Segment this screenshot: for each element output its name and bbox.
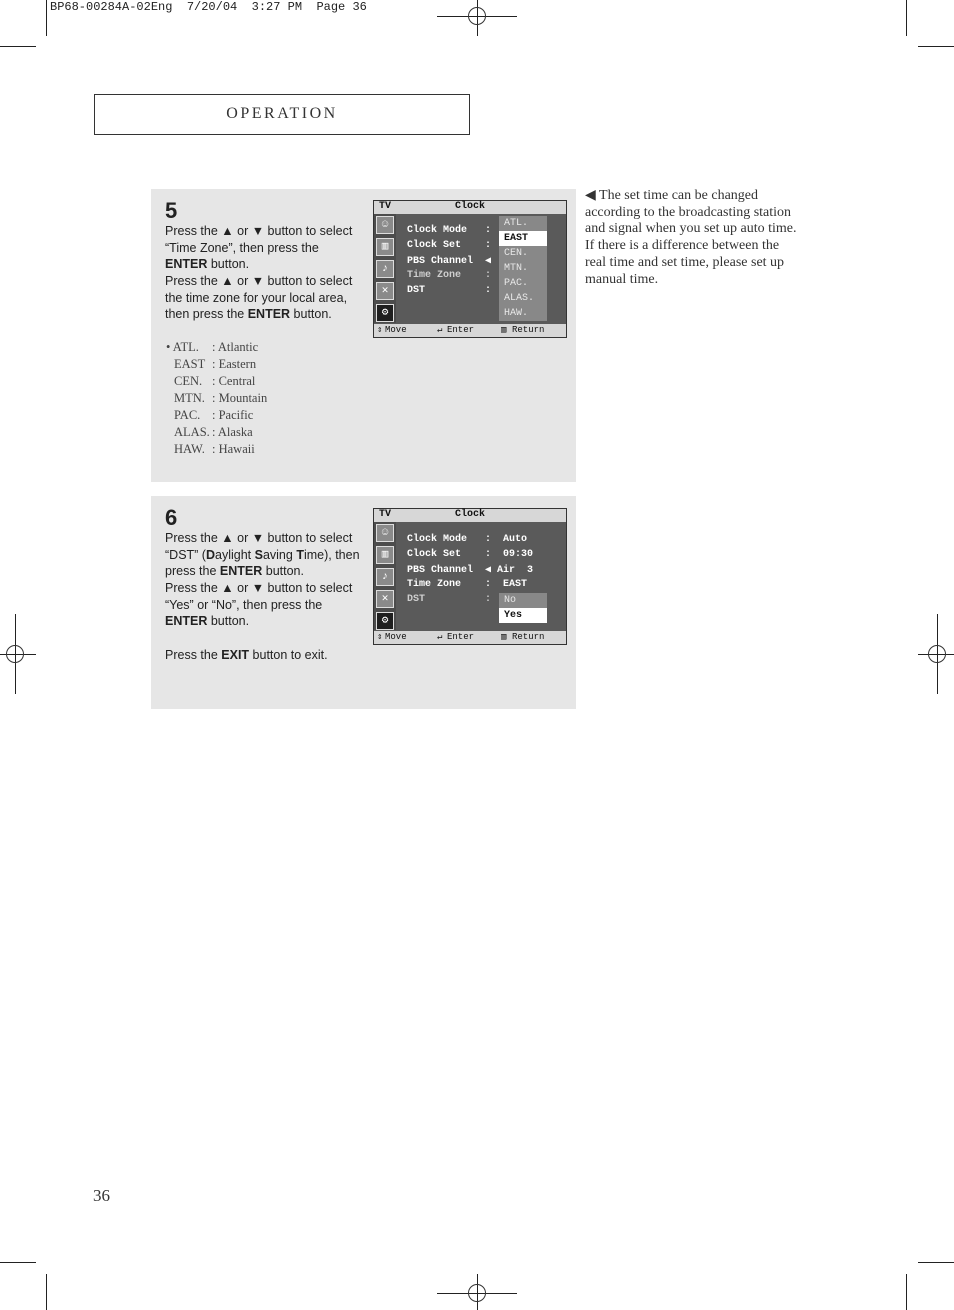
step-instruction: Press the ▲ or ▼ button to select “Time Zone”, then press the ENTER button. — [165, 224, 353, 272]
zone-abbr: • ATL. — [166, 340, 199, 354]
dropdown-option-selected: Yes — [499, 608, 547, 623]
setup-icon: ⚙ — [376, 612, 394, 630]
dst-dropdown — [499, 593, 547, 623]
step-instruction: Press the ▲ or ▼ button to select “Yes” or “No”, then press the ENTER button. — [165, 581, 353, 629]
dropdown-option: CEN. — [504, 248, 529, 259]
crop-mark — [906, 1274, 907, 1310]
crop-mark — [906, 0, 907, 36]
sound-icon: ▥ — [376, 238, 394, 256]
zone-row — [166, 441, 267, 458]
osd-title-bar — [374, 201, 566, 214]
osd-screen-clock-time-zone — [373, 200, 567, 338]
return-label: Return — [512, 325, 545, 335]
zone-abbr: CEN. — [174, 374, 203, 388]
enter-label: Enter — [447, 325, 475, 335]
osd-menu-item: Time Zone : EAST — [407, 579, 528, 590]
time-zone-list — [166, 339, 267, 458]
crop-mark — [46, 0, 47, 36]
zone-name: : Mountain — [212, 391, 268, 405]
dropdown-option: ALAS. — [504, 293, 535, 304]
zone-row — [166, 339, 267, 356]
zone-row — [166, 407, 267, 424]
osd-menu-icons — [374, 214, 396, 323]
picture-icon: ☺ — [376, 216, 394, 234]
registration-circle — [468, 1284, 486, 1302]
osd-help-bar — [374, 631, 566, 644]
osd-help-bar — [374, 324, 566, 337]
channel-icon: ♪ — [376, 260, 394, 278]
registration-circle — [928, 645, 946, 663]
osd-menu-item: Clock Set : — [407, 240, 492, 251]
osd-tv-label: TV — [379, 509, 392, 520]
zone-name: : Hawaii — [212, 442, 255, 456]
step-number: 5 — [165, 198, 178, 223]
osd-title-bar — [374, 509, 566, 522]
sound-icon: ▥ — [376, 546, 394, 564]
antenna-icon: ✕ — [376, 282, 394, 300]
step-instruction: Press the EXIT button to exit. — [165, 648, 328, 662]
crop-mark — [918, 46, 954, 47]
zone-name: : Alaska — [212, 425, 253, 439]
time-zone-dropdown — [499, 216, 547, 321]
zone-name: : Eastern — [212, 357, 257, 371]
move-icon: ⇕ — [377, 632, 383, 642]
osd-tv-label: TV — [379, 201, 392, 212]
return-label: Return — [512, 632, 545, 642]
osd-title: Clock — [454, 201, 485, 212]
dropdown-option: MTN. — [504, 263, 529, 274]
page-number: 36 — [93, 1186, 110, 1205]
dropdown-option: No — [504, 595, 517, 606]
move-icon: ⇕ — [377, 325, 383, 335]
zone-row — [166, 424, 267, 441]
registration-circle — [6, 645, 24, 663]
zone-abbr: HAW. — [174, 442, 205, 456]
osd-menu-item: PBS Channel ◀ — [407, 256, 492, 267]
osd-menu-item: Clock Set : 09:30 — [407, 549, 534, 560]
crop-mark — [918, 1262, 954, 1263]
zone-row — [166, 373, 267, 390]
move-label: Move — [385, 325, 407, 335]
note-text: ◀ The set time can be changed according to the broadcasting station and signal when you set up auto time. If there is a difference between the real time and set time, please set up manual time. — [585, 188, 797, 287]
osd-menu-item-active: DST : — [407, 594, 492, 605]
step-instruction: Press the ▲ or ▼ button to select “DST” (Daylight Saving Time), then press the ENTER button. — [165, 531, 360, 579]
zone-abbr: ALAS. — [174, 425, 210, 439]
zone-abbr: EAST — [174, 357, 206, 371]
zone-abbr: PAC. — [174, 408, 201, 422]
zone-row — [166, 390, 267, 407]
return-icon: ▥ — [501, 325, 507, 335]
channel-icon: ♪ — [376, 568, 394, 586]
dropdown-option: PAC. — [504, 278, 529, 289]
crop-mark — [0, 46, 36, 47]
crop-mark — [46, 1274, 47, 1310]
osd-menu-icons — [374, 522, 396, 630]
return-icon: ▥ — [501, 632, 507, 642]
osd-title: Clock — [454, 509, 485, 520]
dropdown-option-selected: EAST — [499, 231, 547, 246]
zone-name: : Atlantic — [212, 340, 259, 354]
crop-mark — [0, 1262, 36, 1263]
enter-label: Enter — [447, 632, 475, 642]
section-header — [94, 94, 470, 135]
print-slug: BP68-00284A-02Eng 7/20/04 3:27 PM Page 36 — [50, 0, 367, 14]
zone-name: : Pacific — [212, 408, 254, 422]
dropdown-option: HAW. — [504, 308, 529, 319]
move-label: Move — [385, 632, 407, 642]
section-title: OPERATION — [226, 105, 338, 122]
osd-menu-item: Clock Mode : Auto — [407, 534, 528, 545]
step-instruction: Press the ▲ or ▼ button to select the time zone for your local area, then press the ENTER button. — [165, 274, 353, 322]
enter-icon: ↵ — [437, 632, 443, 642]
setup-icon: ⚙ — [376, 304, 394, 322]
picture-icon: ☺ — [376, 524, 394, 542]
step-number: 6 — [165, 505, 178, 530]
dropdown-option: ATL. — [504, 218, 529, 229]
zone-abbr: MTN. — [174, 391, 205, 405]
enter-icon: ↵ — [437, 325, 443, 335]
zone-row — [166, 356, 267, 373]
osd-menu-item-active: Time Zone : — [407, 270, 492, 281]
zone-name: : Central — [212, 374, 256, 388]
osd-menu-item: DST : — [407, 285, 492, 296]
osd-menu-item: PBS Channel ◀ Air 3 — [407, 565, 534, 576]
registration-circle — [468, 7, 486, 25]
osd-screen-clock-dst — [373, 508, 567, 645]
antenna-icon: ✕ — [376, 590, 394, 608]
osd-menu-item: Clock Mode : — [407, 225, 492, 236]
